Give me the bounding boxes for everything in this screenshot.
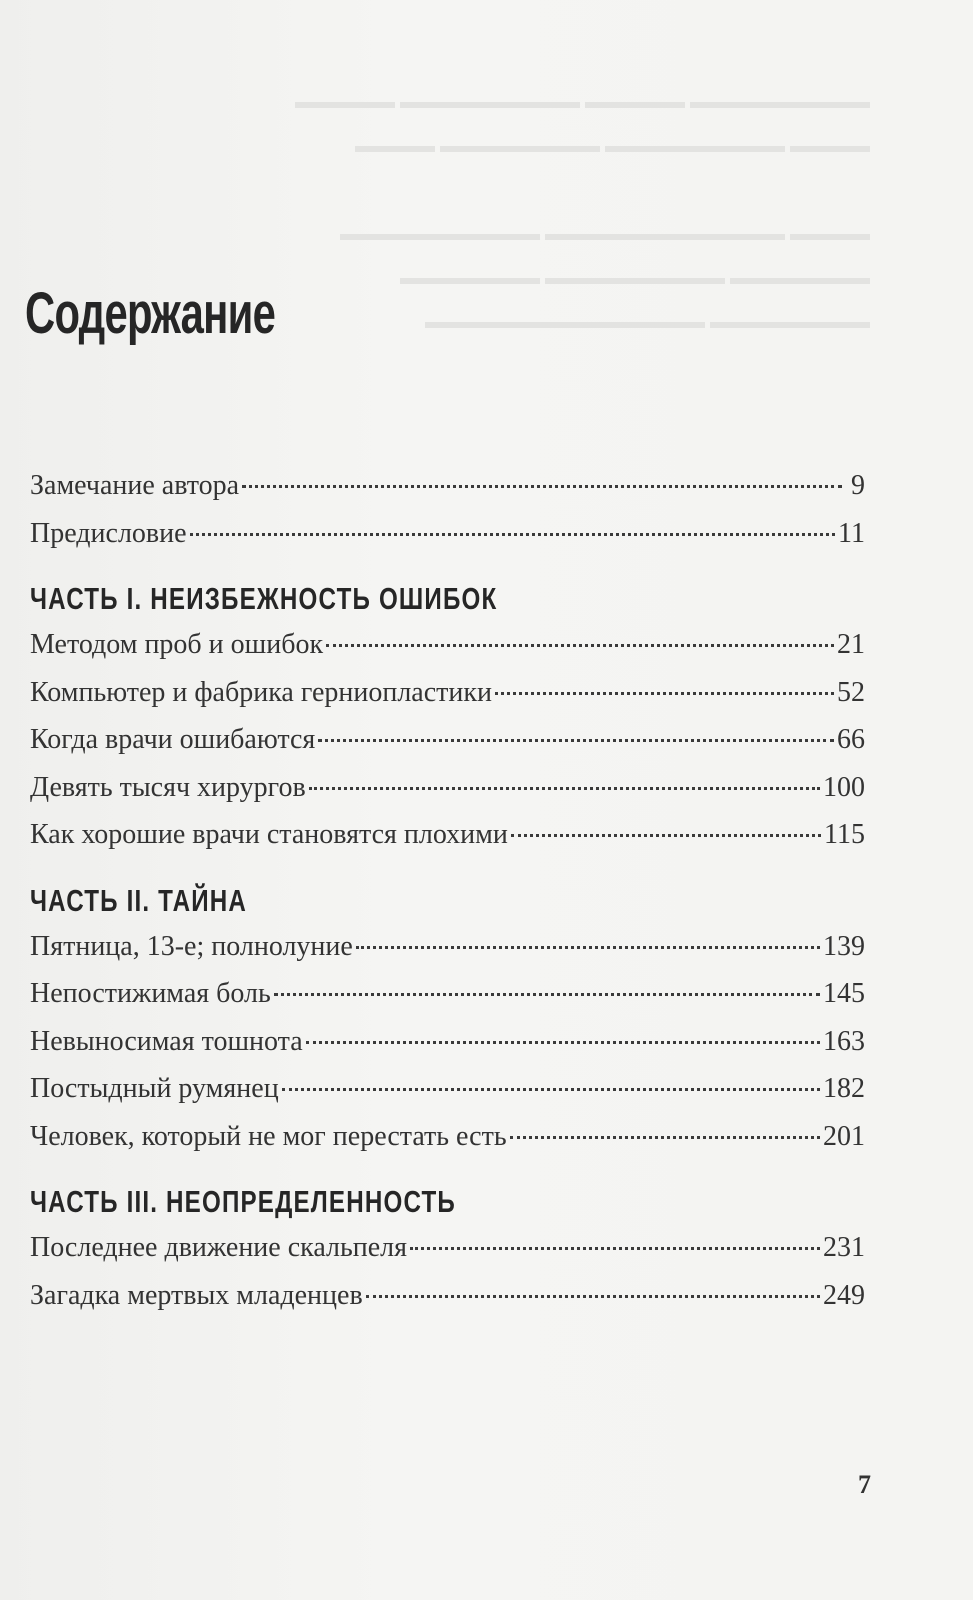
- toc-entry-title: Методом проб и ошибок: [30, 629, 324, 660]
- toc-entry-page: 52: [837, 676, 865, 708]
- part-heading: ЧАСТЬ III. НЕОПРЕДЕЛЕННОСТЬ: [30, 1184, 456, 1219]
- toc-entry-page: 66: [837, 724, 865, 755]
- dot-leader: [366, 1295, 820, 1298]
- toc-entry-page: 163: [823, 1025, 865, 1057]
- dot-leader: [242, 485, 842, 488]
- dot-leader: [495, 692, 834, 695]
- toc-entry: [30, 978, 865, 1026]
- dot-leader: [282, 1088, 820, 1091]
- toc-entry: [30, 772, 865, 820]
- toc-entry-title: Пятница, 13-е; полнолуние: [30, 930, 353, 962]
- toc-entry-page: 115: [824, 819, 865, 850]
- toc-entry-page: 139: [823, 930, 865, 962]
- toc-entry: [30, 629, 865, 677]
- part-heading: ЧАСТЬ II. ТАЙНА: [30, 882, 248, 918]
- page-title: Содержание: [25, 281, 276, 346]
- dot-leader: [190, 533, 835, 536]
- dot-leader: [326, 644, 834, 647]
- dot-leader: [318, 739, 834, 742]
- toc-entry-title: Человек, который не мог перестать есть: [30, 1120, 507, 1152]
- table-of-contents: [30, 470, 865, 1327]
- toc-entry-title: Загадка мертвых младенцев: [30, 1279, 363, 1311]
- toc-entry-title: Замечание автора: [30, 470, 240, 501]
- toc-entry-page: 201: [823, 1120, 865, 1152]
- toc-entry: [30, 1121, 865, 1169]
- toc-entry: [30, 518, 865, 566]
- toc-entry-title: Невыносимая тошнота: [30, 1025, 303, 1057]
- dot-leader: [410, 1247, 820, 1250]
- dot-leader: [511, 834, 821, 837]
- toc-entry-page: 231: [823, 1232, 865, 1263]
- show-through-text: ▬▬▬▬▬▬▬▬▬ ▬▬▬▬▬ ▬▬▬▬▬▬▬▬▬ ▬▬▬▬▬ ▬▬▬▬ ▬▬▬▬▬▬▬▬▬ ▬▬▬▬▬▬▬▬ ▬▬▬▬ ▬▬▬▬ ▬▬▬▬▬▬▬▬▬▬▬▬ ▬▬▬▬▬▬▬▬▬▬ ▬▬▬▬▬▬▬ ▬▬▬▬▬▬▬▬▬ ▬▬▬▬▬▬▬ ▬▬▬▬▬▬▬▬ ▬▬▬▬▬▬▬▬▬▬▬▬▬▬: [295, 91, 870, 333]
- toc-entry: [30, 470, 865, 518]
- dot-leader: [510, 1136, 820, 1139]
- toc-entry-page: 100: [823, 771, 865, 803]
- toc-entry: [30, 819, 865, 867]
- toc-entry: [30, 1232, 865, 1280]
- toc-entry-page: 21: [837, 629, 865, 660]
- page-number: 7: [858, 1470, 871, 1499]
- toc-entry-title: Постыдный румянец: [30, 1073, 279, 1104]
- toc-entry: [30, 1280, 865, 1328]
- toc-entry-title: Девять тысяч хирургов: [30, 771, 306, 803]
- toc-entry-page: 249: [823, 1279, 865, 1311]
- toc-entry-title: Последнее движение скальпеля: [30, 1232, 408, 1263]
- part-heading: ЧАСТЬ I. НЕИЗБЕЖНОСТЬ ОШИБОК: [30, 581, 498, 616]
- toc-entry-page: 182: [823, 1073, 865, 1104]
- toc-entry-page: 9: [851, 470, 865, 501]
- toc-entry-title: Компьютер и фабрика герниопластики: [30, 676, 492, 708]
- dot-leader: [309, 787, 820, 790]
- toc-entry: [30, 677, 865, 725]
- toc-entry-title: Как хорошие врачи становятся плохими: [30, 819, 508, 850]
- toc-entry-page: 11: [838, 517, 865, 549]
- dot-leader: [274, 993, 820, 996]
- toc-entry-title: Непостижимая боль: [30, 978, 271, 1009]
- toc-entry-title: Когда врачи ошибаются: [30, 724, 316, 755]
- toc-entry: [30, 1026, 865, 1074]
- dot-leader: [306, 1041, 820, 1044]
- toc-entry-title: Предисловие: [30, 517, 187, 549]
- toc-entry: [30, 1073, 865, 1121]
- toc-entry: [30, 931, 865, 979]
- toc-entry-page: 145: [823, 978, 865, 1009]
- toc-entry: [30, 724, 865, 772]
- dot-leader: [356, 946, 820, 949]
